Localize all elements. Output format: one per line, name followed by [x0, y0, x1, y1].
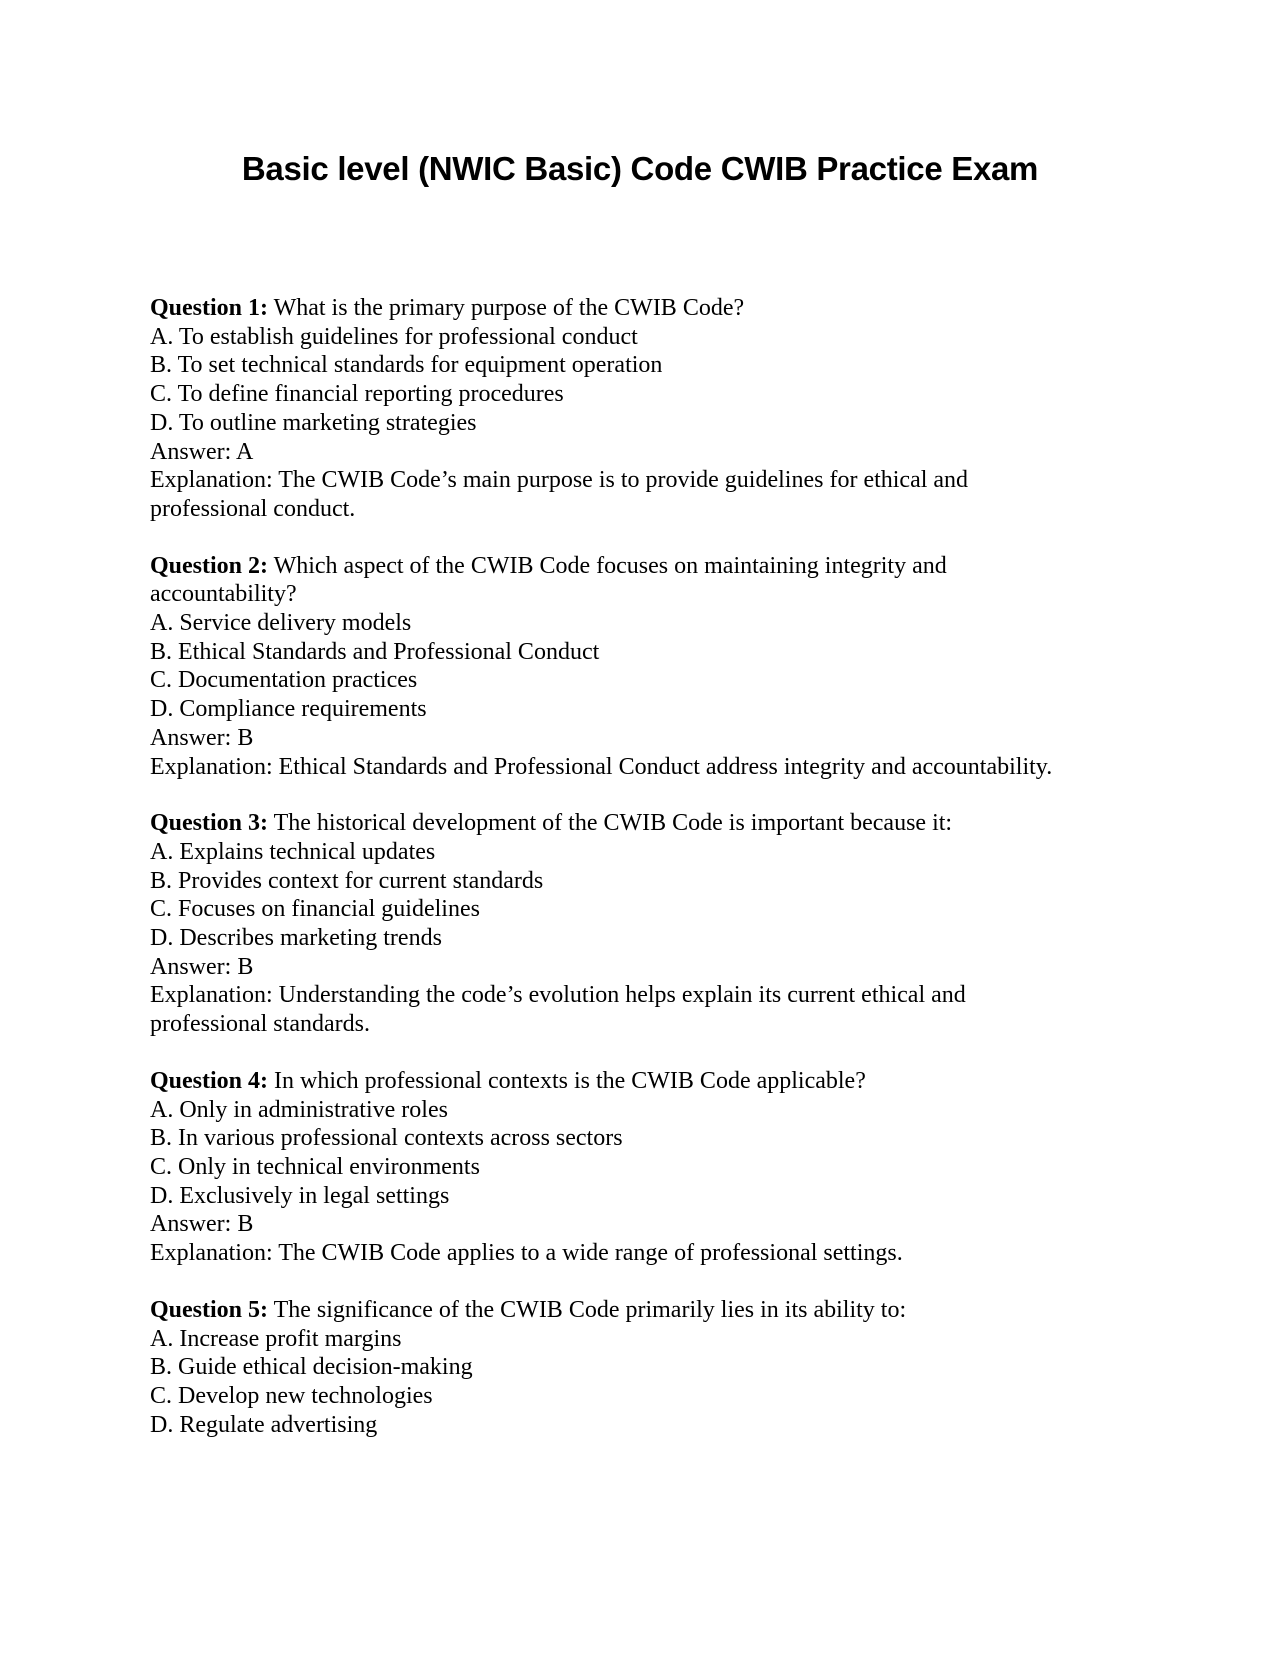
question-5: [150, 1296, 1150, 1440]
answer-option: D. Regulate advertising: [150, 1411, 378, 1438]
answer-option: C. Documentation practices: [150, 667, 418, 694]
question-text: Which aspect of the CWIB Code focuses on maintaining integrity and accountability?: [150, 552, 947, 608]
question-stem: [150, 809, 1150, 838]
question-label: Question 4:: [150, 1067, 269, 1094]
answer-option: B. Guide ethical decision-making: [150, 1354, 473, 1381]
question-3: [150, 809, 1150, 1039]
answer-option: B. Provides context for current standards: [150, 867, 544, 894]
answer-option: A. Increase profit margins: [150, 1325, 402, 1352]
explanation: Explanation: The CWIB Code’s main purpose is to provide guidelines for ethical and professional conduct.: [150, 467, 969, 522]
answer-key: Answer: A: [150, 438, 254, 465]
explanation: Explanation: Understanding the code’s evolution helps explain its current ethical and professional standards.: [150, 982, 966, 1038]
question-text: In which professional contexts is the CWIB Code applicable?: [268, 1067, 866, 1094]
question-2: [150, 552, 1150, 782]
question-list: [150, 294, 1150, 1467]
answer-option: C. Focuses on financial guidelines: [150, 896, 480, 923]
question-stem: [150, 1067, 1150, 1096]
answer-key: Answer: B: [150, 953, 254, 980]
answer-key: Answer: B: [150, 724, 254, 751]
page-title: Basic level (NWIC Basic) Code CWIB Practice Exam: [241, 150, 1039, 187]
answer-option: D. Compliance requirements: [150, 696, 427, 723]
answer-key: Answer: B: [150, 1211, 254, 1238]
question-1: [150, 294, 1150, 524]
question-text: The historical development of the CWIB Code is important because it:: [268, 810, 953, 837]
answer-option: A. Explains technical updates: [150, 838, 436, 865]
answer-option: A. Only in administrative roles: [150, 1096, 448, 1123]
answer-option: A. Service delivery models: [150, 610, 412, 637]
answer-option: C. To define financial reporting procedures: [150, 381, 564, 408]
question-stem: [150, 1296, 1150, 1325]
question-label: Question 3:: [150, 810, 269, 837]
question-label: Question 2:: [150, 552, 269, 579]
answer-option: C. Develop new technologies: [150, 1382, 433, 1409]
question-text: The significance of the CWIB Code primarily lies in its ability to:: [268, 1296, 907, 1323]
question-text: What is the primary purpose of the CWIB Code?: [268, 295, 745, 321]
question-4: [150, 1067, 1150, 1268]
explanation: Explanation: Ethical Standards and Professional Conduct address integrity and accountability.: [150, 753, 1053, 780]
answer-option: A. To establish guidelines for professional conduct: [150, 323, 638, 350]
answer-option: C. Only in technical environments: [150, 1153, 480, 1180]
question-label: Question 1:: [150, 295, 269, 321]
answer-option: D. Describes marketing trends: [150, 925, 442, 952]
question-stem: [150, 294, 1150, 323]
answer-option: B. Ethical Standards and Professional Conduct: [150, 638, 600, 665]
answer-option: D. Exclusively in legal settings: [150, 1182, 450, 1209]
answer-option: B. In various professional contexts across sectors: [150, 1125, 623, 1152]
answer-option: B. To set technical standards for equipment operation: [150, 352, 663, 379]
question-label: Question 5:: [150, 1296, 269, 1323]
explanation: Explanation: The CWIB Code applies to a wide range of professional settings.: [150, 1240, 903, 1267]
question-stem: [150, 552, 980, 609]
answer-option: D. To outline marketing strategies: [150, 409, 477, 436]
